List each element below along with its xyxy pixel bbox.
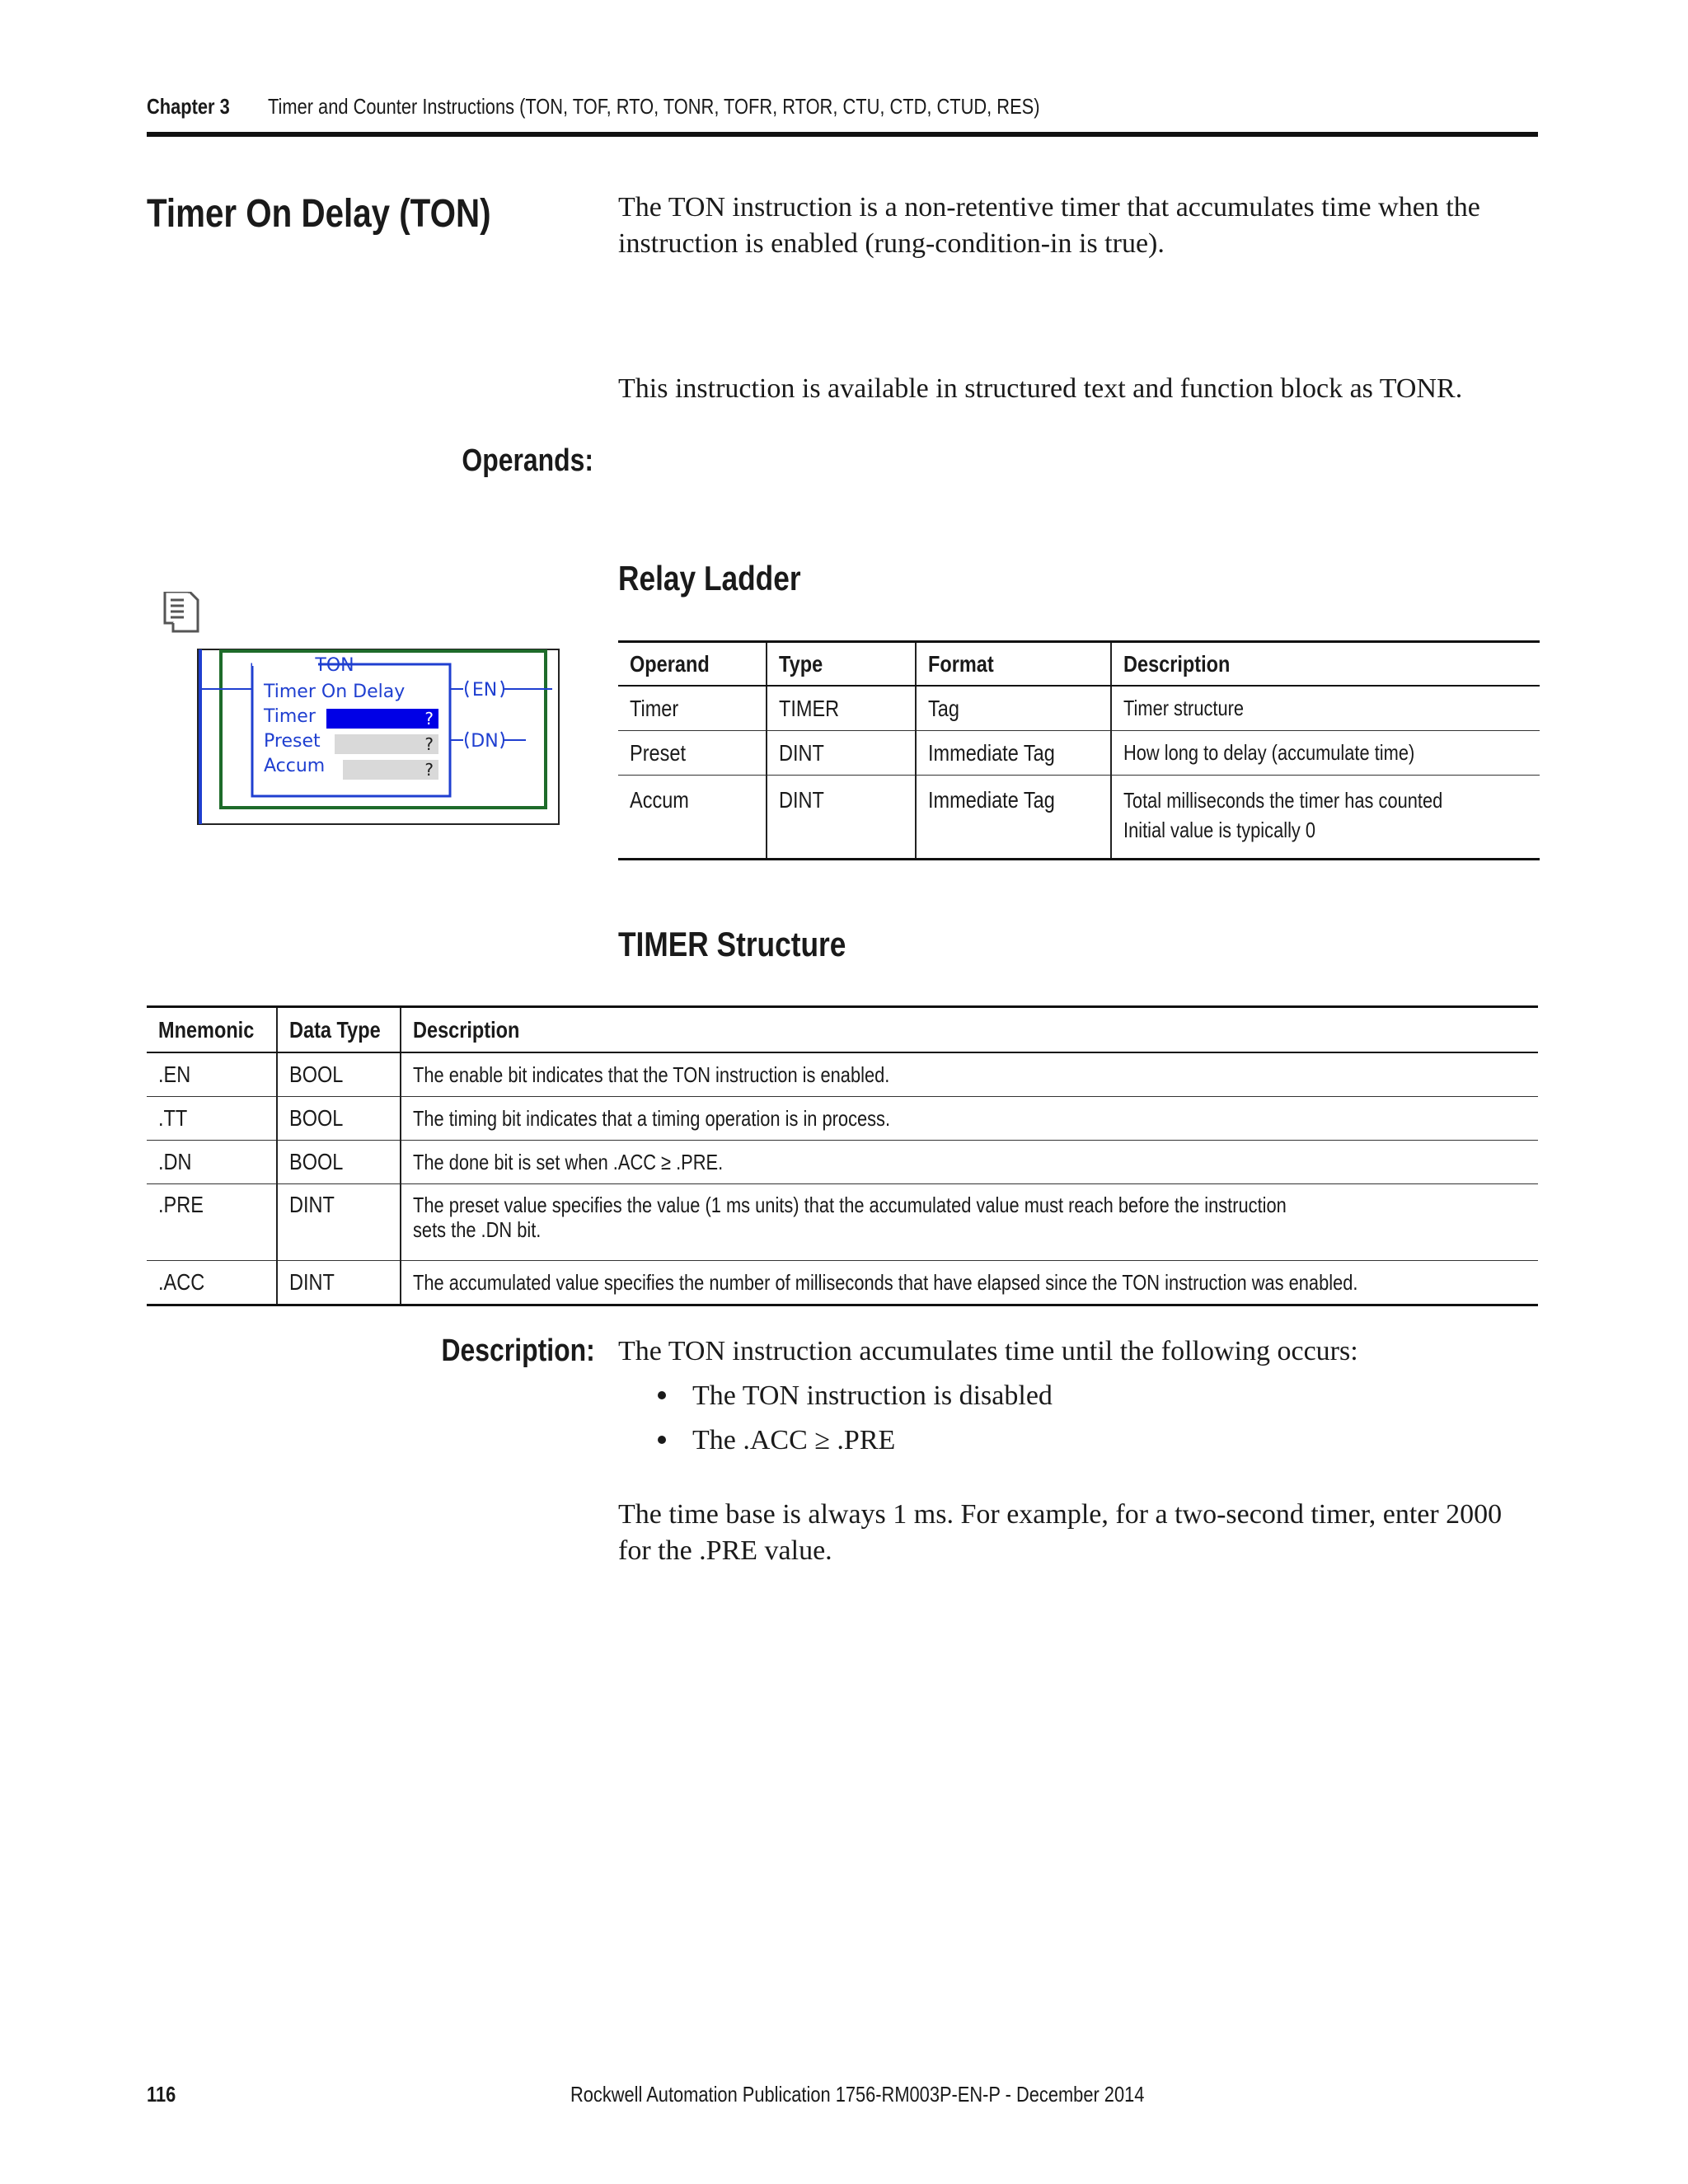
table-cell: DINT xyxy=(277,1261,401,1305)
preset-field xyxy=(335,734,438,754)
availability-paragraph: This instruction is available in structured text and function block as TONR. xyxy=(618,373,1463,404)
table-row xyxy=(147,1261,1538,1305)
field-label-accum: Accum xyxy=(264,756,326,776)
intro-paragraph: The TON instruction is a non-retentive timer that accumulates time when the instruction is enabled (rung-condition-in is true). xyxy=(618,192,1480,259)
table-cell: DINT xyxy=(767,731,916,776)
field-label-preset: Preset xyxy=(264,731,321,752)
table-row xyxy=(147,1141,1538,1184)
output-dn: DN xyxy=(471,731,499,752)
table-header-row xyxy=(618,642,1540,687)
accum-field-value: ? xyxy=(424,760,434,780)
column-header: Mnemonic xyxy=(147,1007,277,1053)
table-cell: Timer xyxy=(618,686,767,731)
field-label-timer: Timer xyxy=(264,706,316,727)
chapter-label: Chapter 3 xyxy=(147,94,230,119)
table-row xyxy=(147,1052,1538,1097)
block-name: TON xyxy=(315,655,354,676)
operands-heading: Operands: xyxy=(462,443,593,478)
header-rule xyxy=(147,132,1538,137)
timer-structure-heading: TIMER Structure xyxy=(618,925,846,963)
page-number: 116 xyxy=(147,2082,176,2107)
table-cell: Tag xyxy=(916,686,1111,731)
table-cell: DINT xyxy=(277,1184,401,1261)
timer-structure-table xyxy=(147,1005,1538,1306)
table-cell: How long to delay (accumulate time) xyxy=(1111,731,1540,776)
table-cell: Immediate Tag xyxy=(916,776,1111,860)
block-instruction: Timer On Delay xyxy=(264,682,406,702)
description-heading: Description: xyxy=(441,1333,595,1368)
column-header: Type xyxy=(767,642,916,687)
ladder-diagram xyxy=(157,592,569,839)
table-cell: The preset value specifies the value (1 ms units) that the accumulated value must reach before the instruction sets the .DN bit. xyxy=(401,1184,1538,1261)
chapter-title: Timer and Counter Instructions (TON, TOF, RTO, TONR, TOFR, RTOR, CTU, CTD, CTUD, RES) xyxy=(268,94,1040,119)
column-header: Format xyxy=(916,642,1111,687)
table-row xyxy=(618,686,1540,731)
table-row xyxy=(147,1097,1538,1141)
time-base-paragraph: The time base is always 1 ms. For example, for a two-second timer, enter 2000 for the .PRE value. xyxy=(618,1499,1503,1566)
table-cell: Preset xyxy=(618,731,767,776)
column-header: Data Type xyxy=(277,1007,401,1053)
section-title: Timer On Delay (TON) xyxy=(147,192,491,236)
timer-field-value: ? xyxy=(424,709,434,729)
relay-ladder-heading: Relay Ladder xyxy=(618,559,801,598)
table-row xyxy=(618,776,1540,860)
table-header-row xyxy=(147,1007,1538,1053)
timer-field xyxy=(326,709,438,729)
table-cell: The timing bit indicates that a timing operation is in process. xyxy=(401,1097,1538,1141)
table-cell: .EN xyxy=(147,1052,277,1097)
relay-ladder-table xyxy=(618,640,1540,860)
table-cell: .DN xyxy=(147,1141,277,1184)
table-cell: The done bit is set when .ACC ≥ .PRE. xyxy=(401,1141,1538,1184)
table-cell: The enable bit indicates that the TON instruction is enabled. xyxy=(401,1052,1538,1097)
preset-field-value: ? xyxy=(424,734,434,754)
table-cell: .PRE xyxy=(147,1184,277,1261)
table-cell: .ACC xyxy=(158,1269,205,1295)
column-header: Description xyxy=(1111,642,1540,687)
table-cell: The accumulated value specifies the number of milliseconds that have elapsed since the TON instruction was enabled. xyxy=(401,1261,1538,1305)
bullet-icon xyxy=(658,1436,666,1444)
output-en: EN xyxy=(471,680,498,701)
column-header: Operand xyxy=(618,642,767,687)
table-cell: BOOL xyxy=(277,1141,401,1184)
publication-info: Rockwell Automation Publication 1756-RM003P-EN-P - December 2014 xyxy=(570,2082,1145,2107)
table-cell: DINT xyxy=(767,776,916,860)
table-cell: TIMER xyxy=(767,686,916,731)
table-cell: Timer structure xyxy=(1111,686,1540,731)
table-cell: .TT xyxy=(147,1097,277,1141)
bullet-icon xyxy=(658,1391,666,1399)
table-cell: Accum xyxy=(630,787,689,813)
table-row xyxy=(147,1184,1538,1261)
document-icon xyxy=(165,592,198,631)
table-cell: Immediate Tag xyxy=(916,731,1111,776)
table-cell: Total milliseconds the timer has counted Initial value is typically 0 xyxy=(1111,776,1540,860)
table-row xyxy=(618,731,1540,776)
column-header: Description xyxy=(401,1007,1538,1053)
table-cell: BOOL xyxy=(277,1052,401,1097)
description-lead: The TON instruction accumulates time until the following occurs: xyxy=(618,1336,1358,1366)
table-cell: BOOL xyxy=(277,1097,401,1141)
